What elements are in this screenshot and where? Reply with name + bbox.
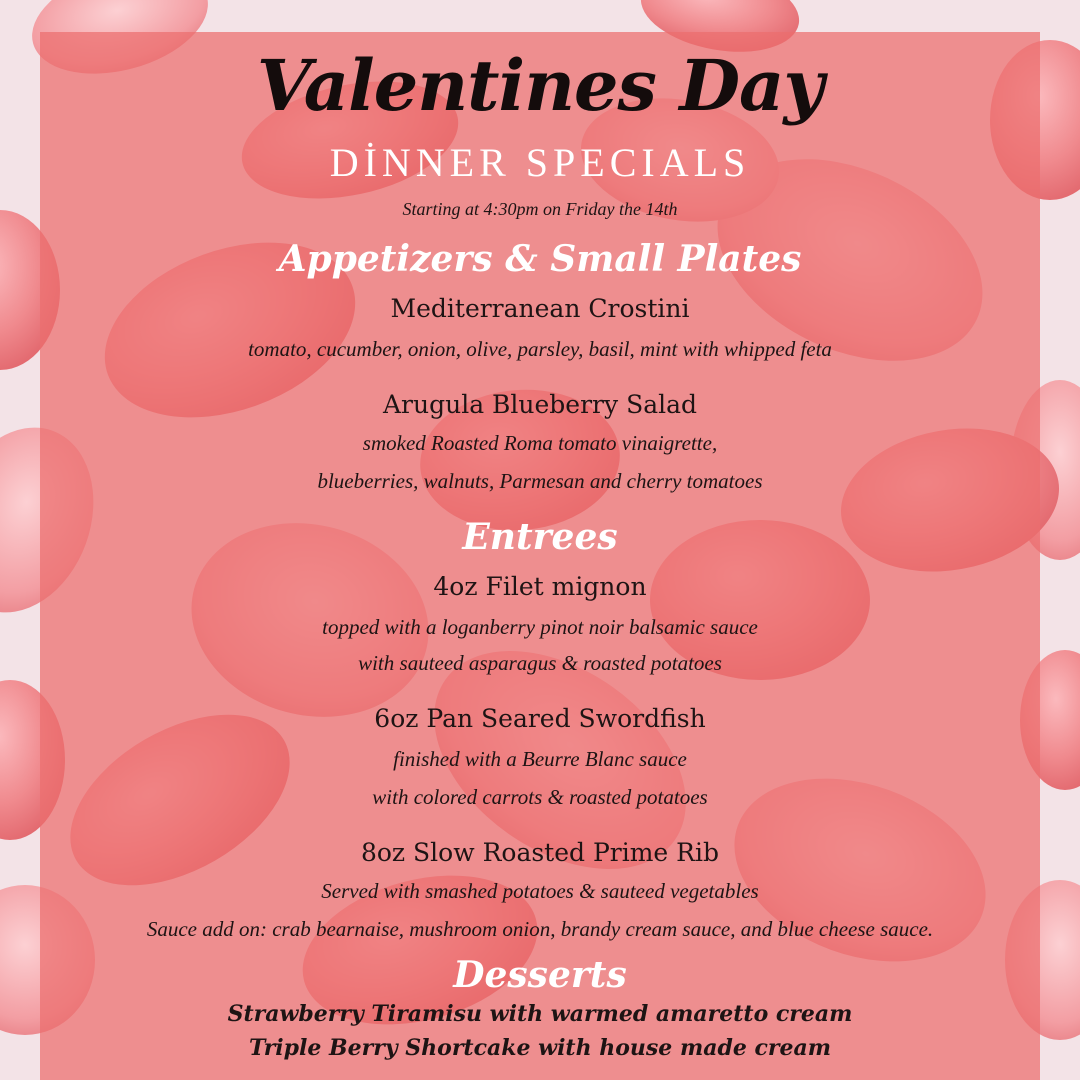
item-name-salad: Arugula Blueberry Salad — [382, 390, 698, 419]
dessert-item-shortcake: Triple Berry Shortcake with house made cream — [248, 1035, 832, 1061]
item-desc-salad-line1: smoked Roasted Roma tomato vinaigrette, — [362, 431, 718, 455]
menu-content — [40, 32, 1040, 1080]
item-name-swordfish: 6oz Pan Seared Swordfish — [374, 704, 706, 733]
item-name-filet: 4oz Filet mignon — [433, 572, 647, 601]
item-desc-prime-rib-line1: Served with smashed potatoes & sauteed vegetables — [321, 879, 759, 903]
item-desc-swordfish-line2: with colored carrots & roasted potatoes — [372, 785, 708, 809]
item-desc-salad-line2: blueberries, walnuts, Parmesan and cherry tomatoes — [317, 469, 763, 493]
start-time: Starting at 4:30pm on Friday the 14th — [402, 199, 678, 219]
item-name-crostini: Mediterranean Crostini — [390, 294, 690, 323]
dessert-item-tiramisu: Strawberry Tiramisu with warmed amaretto cream — [227, 1001, 853, 1027]
item-name-prime-rib: 8oz Slow Roasted Prime Rib — [360, 838, 720, 867]
menu-title: Valentines Day — [256, 44, 824, 127]
item-desc-filet-line1: topped with a loganberry pinot noir balsamic sauce — [322, 615, 758, 639]
section-heading-entrees: Entrees — [462, 516, 618, 558]
item-desc-swordfish-line1: finished with a Beurre Blanc sauce — [393, 747, 687, 771]
item-desc-filet-line2: with sauteed asparagus & roasted potatoes — [358, 651, 722, 675]
item-desc-prime-rib-line2: Sauce add on: crab bearnaise, mushroom onion, brandy cream sauce, and blue cheese sauce. — [146, 917, 934, 941]
section-heading-desserts: Desserts — [453, 954, 627, 996]
section-heading-appetizers: Appetizers & Small Plates — [278, 238, 802, 280]
item-desc-crostini: tomato, cucumber, onion, olive, parsley, basil, mint with whipped feta — [248, 337, 832, 361]
menu-subtitle: DİNNER SPECIALS — [329, 140, 751, 185]
